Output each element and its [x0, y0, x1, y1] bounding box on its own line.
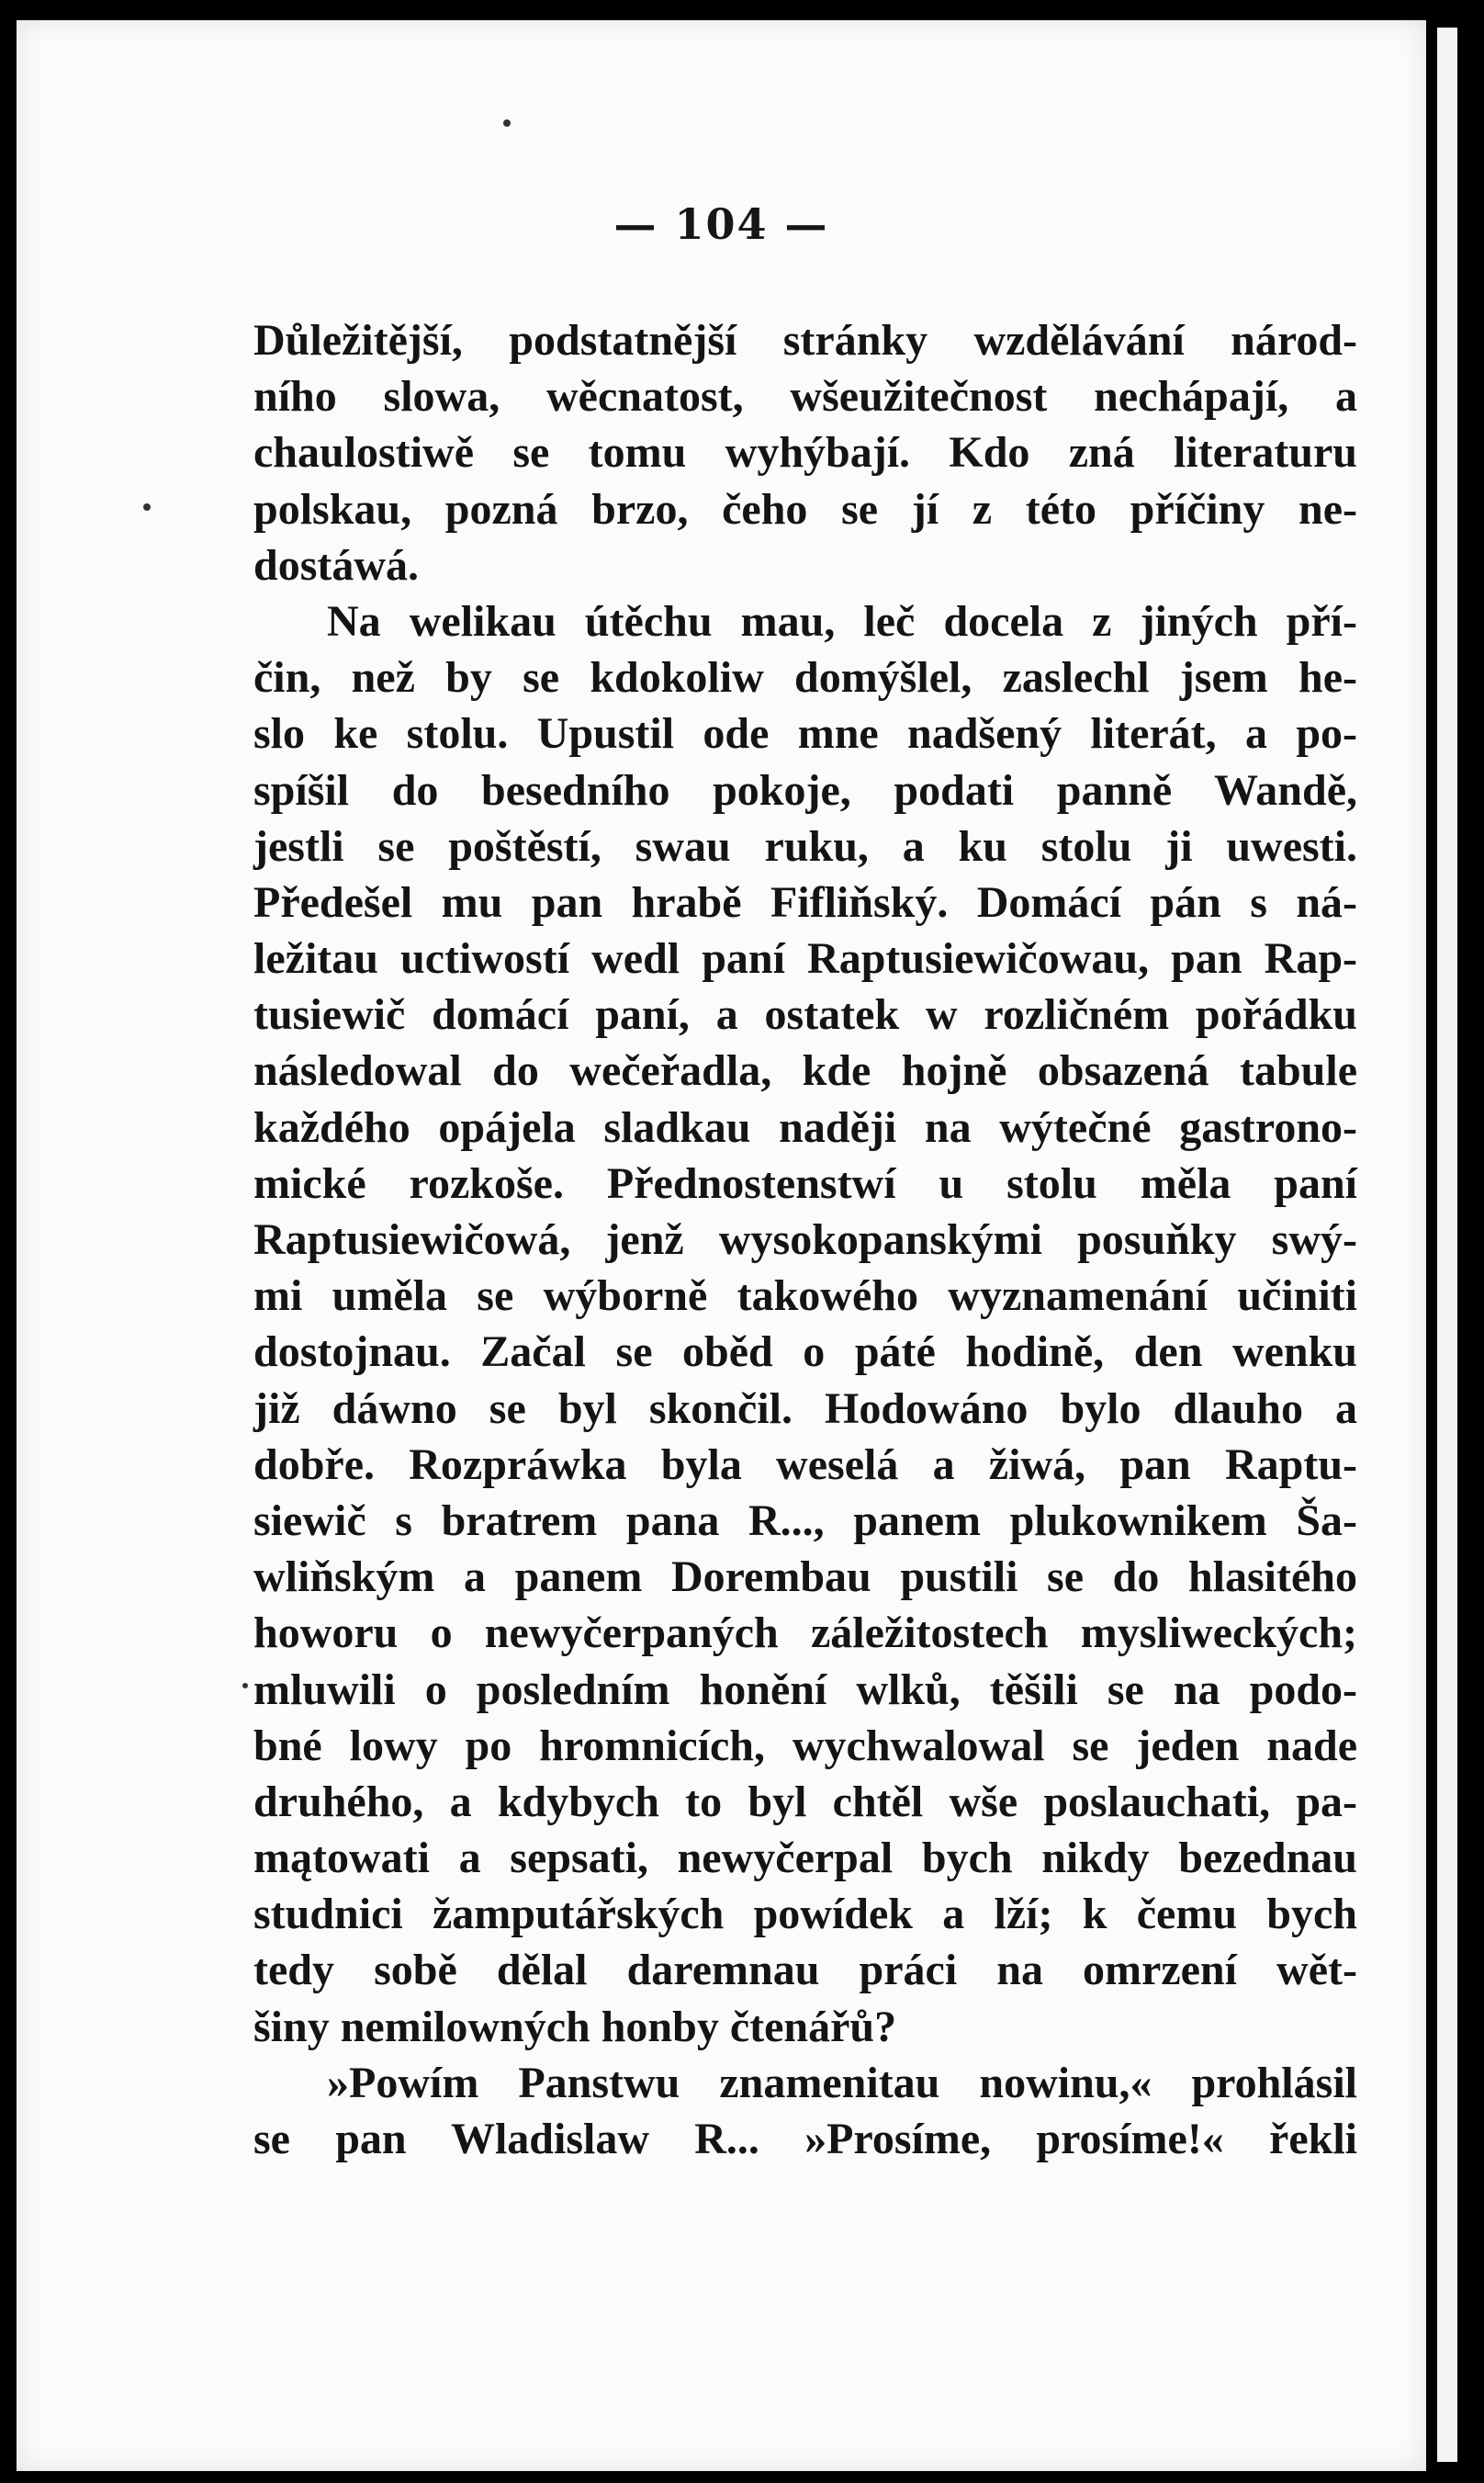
text-line: polskau, pozná brzo, čeho se jí z této příčiny ne- [253, 484, 1357, 534]
text-line: tedy sobě dělal daremnau práci na omrzení wět- [253, 1946, 1357, 1995]
text-line: chaulostiwě se tomu wyhýbají. Kdo zná literaturu [253, 428, 1357, 478]
text-line: wliňským a panem Dorembau pustili se do hlasitého [253, 1552, 1357, 1602]
text-line: každého opájela sladkau naději na wýtečné gastrono- [253, 1102, 1357, 1152]
body-text [253, 312, 1357, 2167]
print-speck [143, 503, 151, 511]
page-number-header: — 104 — [613, 199, 829, 249]
text-line: druhého, a kdybych to byl chtěl wše poslauchati, pa- [253, 1777, 1357, 1826]
text-line: dostáwá. [253, 540, 420, 590]
text-line: Na welikau útěchu mau, leč docela z jiných pří- [327, 596, 1357, 646]
text-line: ležitau uctiwostí wedl paní Raptusiewičowau, pan Rap- [253, 934, 1357, 984]
text-line: dobře. Rozpráwka byla weselá a žiwá, pan Raptu- [253, 1439, 1357, 1489]
text-line: studnici žamputářských powídek a lží; k čemu bych [253, 1890, 1357, 1939]
text-line: následowal do wečeřadla, kde hojně obsazená tabule [253, 1046, 1357, 1096]
print-speck [503, 119, 511, 127]
text-line: šiny nemilowných honby čtenářů? [253, 2002, 897, 2051]
text-line: již dáwno se byl skončil. Hodowáno bylo dlauho a [253, 1383, 1357, 1433]
text-line: jestli se poštěstí, swau ruku, a ku stolu ji uwesti. [253, 821, 1357, 871]
text-line: spíšil do besedního pokoje, podati panně Wandě, [253, 765, 1357, 815]
text-line: howoru o newyčerpaných záležitostech mysliweckých; [253, 1608, 1357, 1658]
text-line: bné lowy po hromnicích, wychwalowal se jeden nade [253, 1721, 1357, 1770]
text-line: slo ke stolu. Upustil ode mne nadšený literát, a po- [253, 709, 1357, 759]
text-line: Důležitější, podstatnější stránky wzdělávání národ- [253, 316, 1357, 365]
print-speck [242, 1683, 248, 1688]
text-line: dostojnau. Začal se oběd o páté hodině, den wenku [253, 1327, 1357, 1377]
text-line: Předešel mu pan hrabě Fifliňský. Domácí pán s ná- [253, 877, 1357, 927]
text-line: se pan Wladislaw R... »Prosíme, prosíme!« řekli [253, 2115, 1357, 2163]
text-line: mi uměla se wýborně takowého wyznamenání učiniti [253, 1271, 1357, 1321]
text-line: tusiewič domácí paní, a ostatek w rozličném pořádku [253, 990, 1357, 1040]
text-line: siewič s bratrem pana R..., panem plukownikem Ša- [253, 1495, 1357, 1545]
adjacent-page-edge [1437, 28, 1457, 2462]
text-line: mluwili o posledním honění wlků, těšili se na podo- [253, 1665, 1357, 1714]
text-line: »Powím Panstwu znamenitau nowinu,« prohlásil [327, 2058, 1357, 2107]
text-line: mątowati a sepsati, newyčerpal bych nikdy bezednau [253, 1834, 1357, 1883]
text-line: čin, než by se kdokoliw domýšlel, zaslechl jsem he- [253, 653, 1357, 703]
text-line: ního slowa, wěcnatost, wšeužitečnost nechápají, a [253, 372, 1357, 422]
text-line: Raptusiewičowá, jenž wysokopanskými posuňky swý- [253, 1215, 1357, 1264]
text-line: mické rozkoše. Přednostenstwí u stolu měla paní [253, 1158, 1357, 1208]
book-page [17, 20, 1426, 2471]
